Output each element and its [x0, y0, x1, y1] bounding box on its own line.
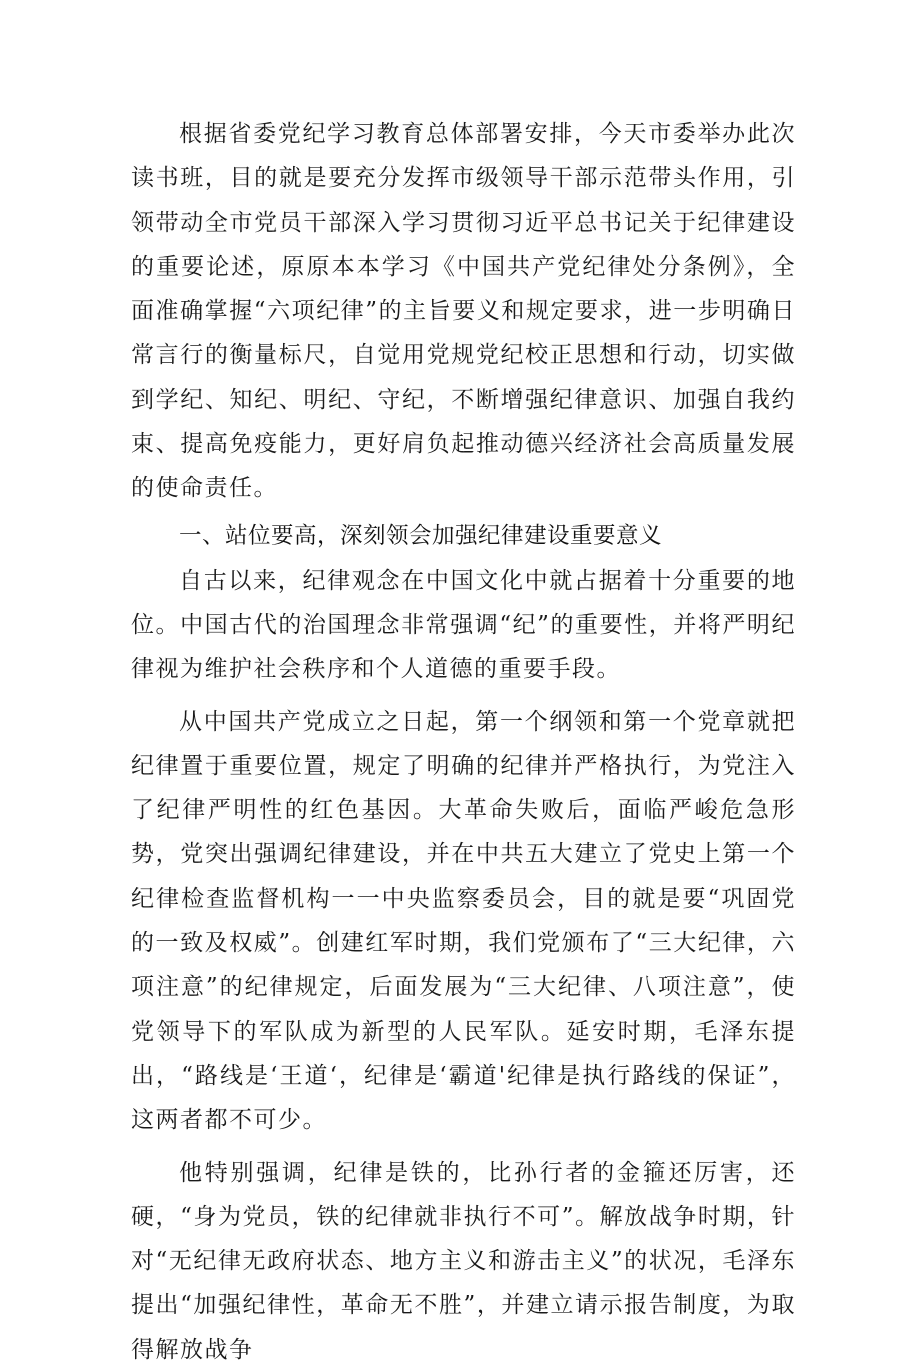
body-paragraph: 从中国共产党成立之日起，第一个纲领和第一个党章就把纪律置于重要位置，规定了明确的纪律并严格执行，为党注入了纪律严明性的红色基因。大革命失败后，面临严峻危急形势，党突出强调纪律建设，并在中共五大建立了党史上第一个纪律检查监督机构一一中央监察委员会，目的就是要“巩固党的一致及权威”。创建红军时期，我们党颁布了“三大纪律，六项注意”的纪律规定，后面发展为“三大纪律、八项注意”，使党领导下的军队成为新型的人民军队。延安时期，毛泽东提出，“路线是‘王道‘，纪律是‘霸道'纪律是执行路线的保证”，这两者都不可少。 [131, 708, 796, 1134]
body-paragraph: 自古以来，纪律观念在中国文化中就占据着十分重要的地位。中国古代的治国理念非常强调“纪”的重要性，并将严明纪律视为维护社会秩序和个人道德的重要手段。 [131, 567, 796, 683]
intro-paragraph: 根据省委党纪学习教育总体部署安排，今天市委举办此次读书班，目的就是要充分发挥市级领导干部示范带头作用，引领带动全市党员干部深入学习贯彻习近平总书记关于纪律建设的重要论述，原原本本学习《中国共产党纪律处分条例》，全面准确掌握“六项纪律”的主旨要义和规定要求，进一步明确日常言行的衡量标尺，自觉用党规党纪校正思想和行动，切实做到学纪、知纪、明纪、守纪，不断增强纪律意识、加强自我约束、提高免疫能力，更好肩负起推动德兴经济社会高质量发展的使命责任。 [131, 121, 796, 502]
section-heading: 一、站位要高，深刻领会加强纪律建设重要意义 [179, 522, 663, 549]
body-paragraph: 他特别强调，纪律是铁的，比孙行者的金箍还厉害，还硬，“身为党员，铁的纪律就非执行不可”。解放战争时期，针对“无纪律无政府状态、地方主义和游击主义”的状况，毛泽东提出“加强纪律性，革命无不胜”，并建立请示报告制度，为取得解放战争 [131, 1159, 796, 1363]
document-body [131, 112, 796, 1372]
